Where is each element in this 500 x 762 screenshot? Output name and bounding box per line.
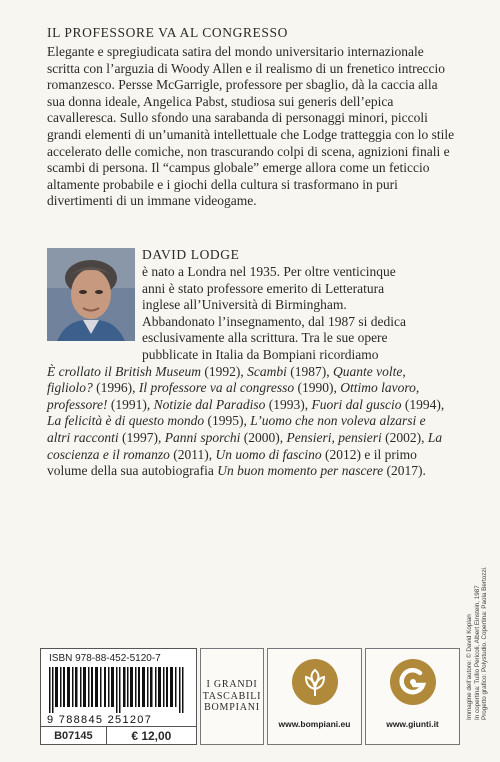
work-title: L’uomo che non voleva alzarsi e altri racconti bbox=[47, 413, 426, 445]
work-title: Un buon momento per nascere bbox=[217, 463, 384, 479]
bio-line: pubblicate in Italia da Bompiani ricordiamo bbox=[142, 346, 379, 362]
credit-line: Progetto grafico: Polystudio. Copertina: Paola Bertozzi. bbox=[481, 566, 489, 720]
works-list bbox=[47, 364, 447, 480]
product-code: B07145 bbox=[41, 727, 107, 744]
series-line: TASCABILI bbox=[202, 690, 262, 702]
work-year: (1987), bbox=[286, 363, 333, 379]
work-title: Fuori dal guscio bbox=[311, 396, 402, 412]
work-year: (1992), bbox=[201, 363, 248, 379]
credit-line: In copertina: Tullio Pericoli, Albert Einstein, 1987 bbox=[473, 585, 481, 720]
work-year: (1990), bbox=[294, 380, 341, 396]
credit-line: Immagine dell’autore: © David Koplan bbox=[466, 614, 473, 720]
isbn-label: ISBN 978-88-452-5120-7 bbox=[49, 653, 161, 664]
barcode-number: 9 788845 251207 bbox=[47, 714, 153, 726]
giunti-logo-panel bbox=[365, 648, 460, 745]
work-year: (1997), bbox=[118, 429, 165, 445]
work-year: (2002), bbox=[381, 429, 428, 445]
bompiani-url: www.bompiani.eu bbox=[278, 719, 351, 729]
bompiani-logo-icon bbox=[292, 659, 338, 705]
giunti-url: www.giunti.it bbox=[386, 719, 439, 729]
bio-line: inglese all’Università di Birmingham. bbox=[142, 297, 347, 313]
work-title: La coscienza e il romanzo bbox=[47, 429, 443, 462]
book-title: IL PROFESSORE VA AL CONGRESSO bbox=[47, 25, 288, 40]
work-title: Ottimo lavoro, professore! bbox=[47, 380, 420, 412]
bio-line: Abbandonato l’insegnamento, dal 1987 si dedica bbox=[142, 313, 406, 329]
work-title: È crollato il British Museum bbox=[47, 363, 201, 379]
work-title: Quante volte, figliolo? bbox=[47, 363, 406, 396]
image-credits bbox=[466, 520, 489, 720]
work-year: (1996), bbox=[92, 380, 139, 396]
bio-line: esclusivamente alla scrittura. Tra le sue opere bbox=[142, 330, 388, 346]
price: € 12,00 bbox=[131, 728, 172, 743]
work-year: (2000), bbox=[240, 429, 287, 445]
work-title: Notizie dal Paradiso bbox=[153, 396, 266, 412]
work-title: Un uomo di fascino bbox=[215, 446, 322, 462]
price-row bbox=[41, 726, 196, 744]
work-title: Scambi bbox=[247, 363, 287, 379]
author-name: DAVID LODGE bbox=[142, 247, 240, 262]
work-year: (2011), bbox=[169, 446, 216, 462]
work-title: Panni sporchi bbox=[164, 429, 241, 445]
work-title: Pensieri, pensieri bbox=[286, 429, 382, 445]
synopsis-section bbox=[47, 25, 457, 210]
series-line: I GRANDI bbox=[206, 679, 258, 691]
work-year: (1991), bbox=[107, 396, 154, 412]
bompiani-logo-panel bbox=[267, 648, 362, 745]
synopsis-text: Elegante e spregiudicata satira del mondo universitario internazionale scritta con l’arguzia di Woody Allen e il realismo di un frenetico intreccio romanzesco. Persse McGarrigle, professore per sbaglio, dà la caccia alla sua donna ideale, Angelica Pabst, studiosa sui generis dell’epica cavalleresca. Sullo sfondo una sarabanda di personaggi minori, piccoli grandi elementi di un’umanità intellettuale che Lodge tratteggia con lo stile accelerato delle comiche, non trascurando colpi di scena, agnizioni finali e scambi di persona. Il “campus globale” emerge allora come un feticcio altamente probabile e i giochi della cultura si trasformano in puri divertimenti di un immane videogame. bbox=[47, 44, 455, 209]
bio-line: è nato a Londra nel 1935. Per oltre venticinque bbox=[142, 264, 396, 279]
work-title: Il professore va al congresso bbox=[138, 380, 295, 396]
work-year: (1994), bbox=[401, 396, 445, 412]
author-bio bbox=[47, 264, 447, 480]
giunti-logo-icon bbox=[390, 659, 436, 705]
work-year: (2017). bbox=[383, 463, 426, 479]
series-label bbox=[200, 648, 264, 745]
barcode-icon bbox=[49, 667, 187, 713]
series-line: BOMPIANI bbox=[204, 702, 260, 714]
barcode-panel bbox=[40, 648, 197, 745]
work-year: (2012) e il primo volume della sua autobiografia bbox=[47, 446, 417, 479]
bio-line: anni è stato professore emerito di Letteratura bbox=[142, 280, 385, 296]
work-year: (1993), bbox=[265, 396, 312, 412]
work-title: La felicità è di questo mondo bbox=[47, 413, 205, 429]
work-year: (1995), bbox=[204, 413, 251, 429]
